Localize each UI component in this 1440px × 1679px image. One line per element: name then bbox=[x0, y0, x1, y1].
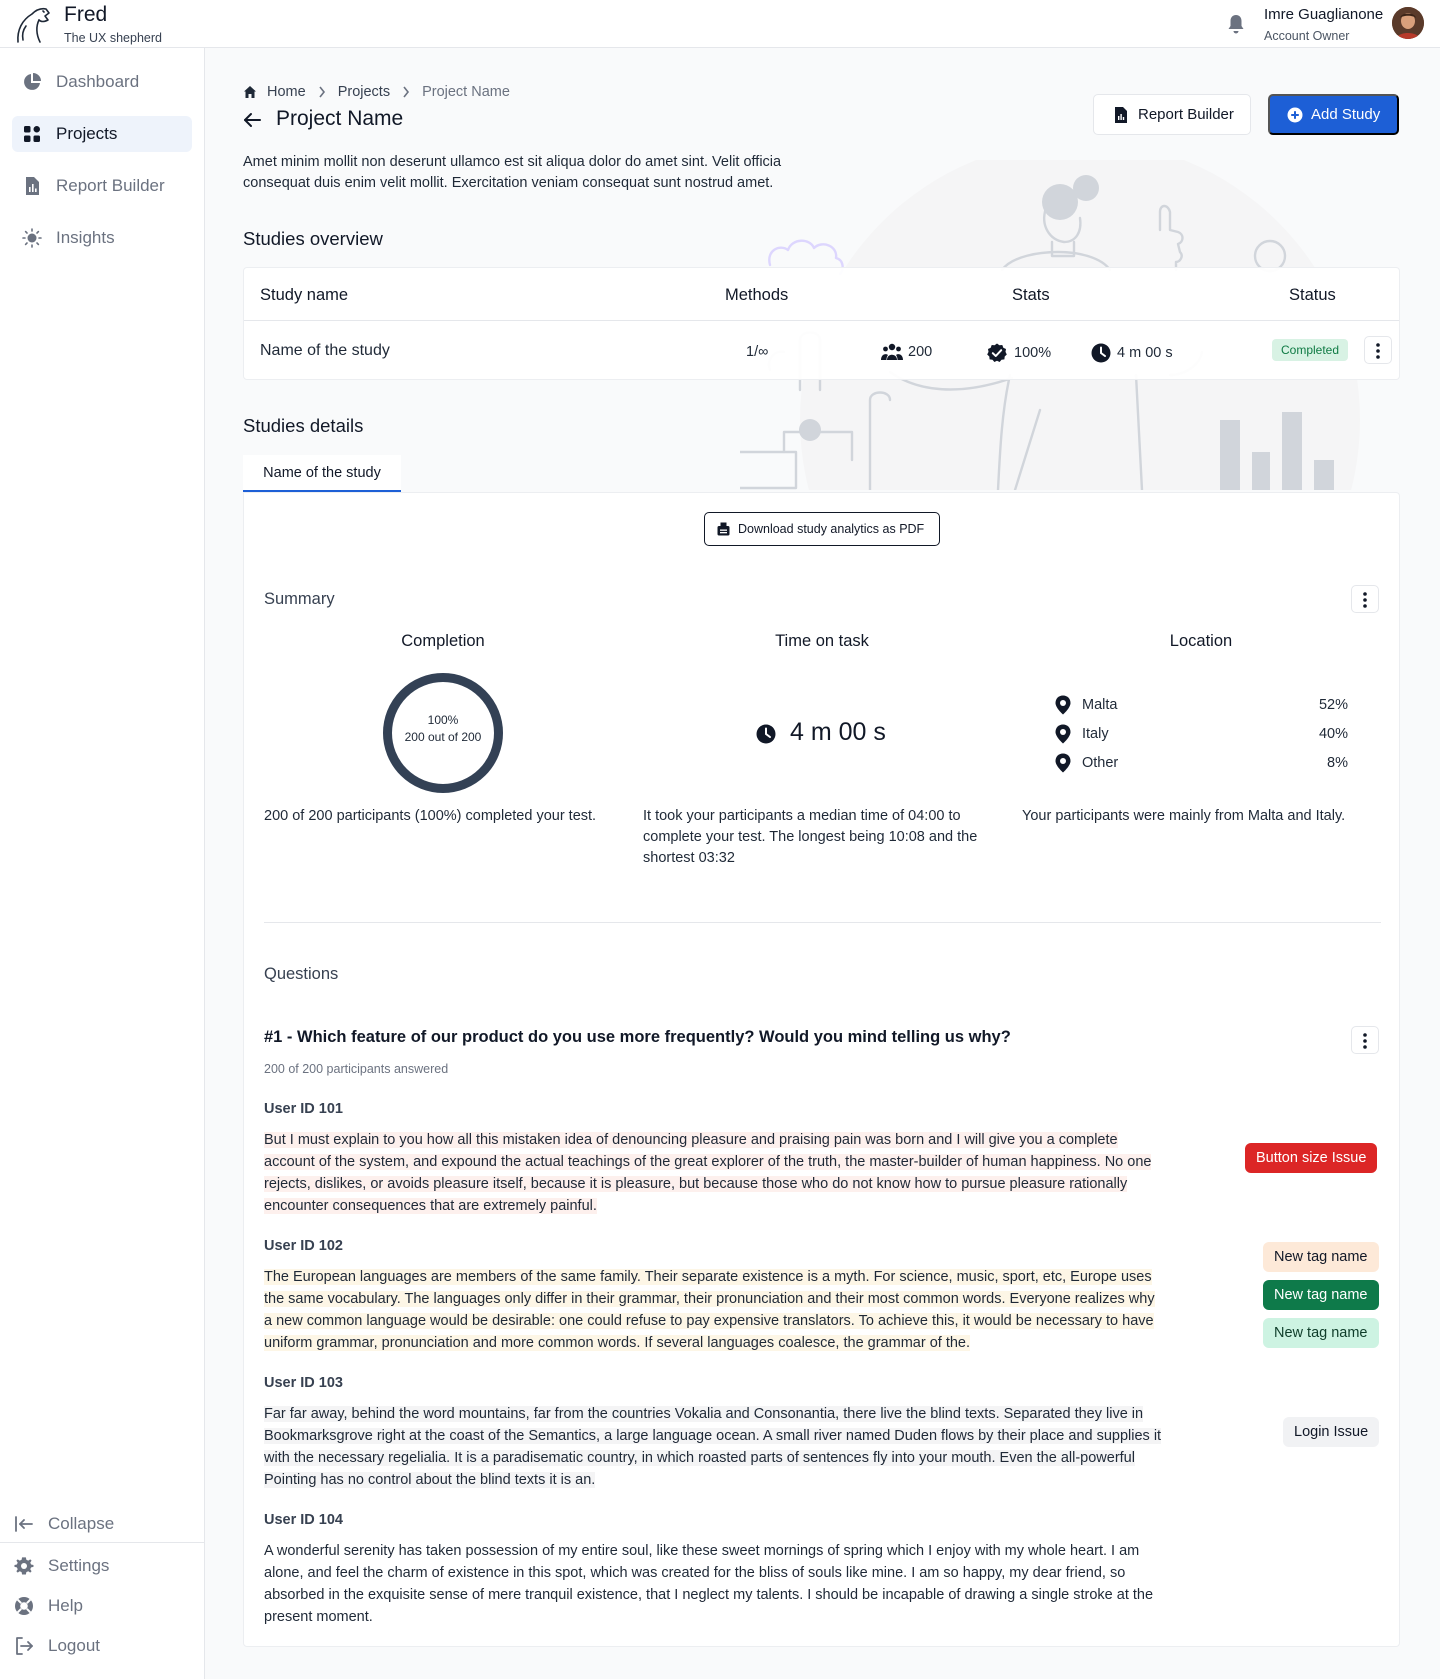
location-name: Malta bbox=[1082, 697, 1118, 713]
answer-user-id: User ID 103 bbox=[264, 1375, 343, 1391]
column-header-status: Status bbox=[1289, 286, 1336, 304]
completion-percent-label: 100% bbox=[427, 713, 459, 727]
location-name: Other bbox=[1082, 755, 1119, 771]
answer-tag[interactable]: New tag name bbox=[1263, 1242, 1379, 1272]
app-tagline: The UX shepherd bbox=[64, 31, 162, 45]
download-icon bbox=[717, 522, 730, 536]
sidebar-item-projects[interactable] bbox=[12, 116, 192, 152]
answer-user-id: User ID 101 bbox=[264, 1101, 343, 1117]
column-header-study-name: Study name bbox=[260, 286, 349, 304]
sidebar-item-logout[interactable] bbox=[12, 1631, 192, 1661]
more-vertical-icon bbox=[1376, 343, 1380, 359]
clock-icon bbox=[756, 724, 776, 744]
logout-icon bbox=[14, 1636, 34, 1656]
completion-stat bbox=[987, 343, 1051, 363]
avatar-photo-icon bbox=[1392, 7, 1424, 39]
location-row bbox=[1054, 752, 1348, 774]
avatar[interactable] bbox=[1392, 7, 1424, 39]
breadcrumb-projects[interactable]: Projects bbox=[337, 84, 391, 100]
answer-tag[interactable]: New tag name bbox=[1263, 1280, 1379, 1310]
sidebar-item-label: Insights bbox=[56, 228, 115, 247]
answer-tag[interactable]: Button size Issue bbox=[1245, 1143, 1377, 1173]
sidebar-item-label: Dashboard bbox=[56, 72, 140, 91]
help-lifebuoy-icon bbox=[14, 1596, 34, 1616]
row-more-button[interactable] bbox=[1364, 336, 1392, 364]
more-vertical-icon bbox=[1363, 592, 1367, 608]
user-role: Account Owner bbox=[1264, 29, 1350, 43]
download-pdf-button[interactable] bbox=[704, 512, 940, 546]
time-on-task-heading: Time on task bbox=[775, 632, 869, 650]
studies-overview-table bbox=[243, 267, 1400, 380]
answer-tag[interactable]: Login Issue bbox=[1283, 1417, 1379, 1447]
answer-text[interactable] bbox=[264, 1129, 1164, 1217]
collapse-label: Collapse bbox=[48, 1514, 115, 1533]
gear-icon bbox=[14, 1556, 34, 1576]
location-summary-text: Your participants were mainly from Malta and Italy. bbox=[1022, 808, 1346, 824]
location-name: Italy bbox=[1082, 726, 1109, 742]
sidebar-item-help[interactable] bbox=[12, 1591, 192, 1621]
answer-tag[interactable]: New tag name bbox=[1263, 1318, 1379, 1348]
time-on-task-value: 4 m 00 s bbox=[790, 718, 886, 746]
column-header-methods: Methods bbox=[725, 286, 789, 304]
report-builder-button[interactable] bbox=[1093, 94, 1251, 135]
participants-value: 200 bbox=[908, 344, 933, 360]
question-answered-count: 200 of 200 participants answered bbox=[264, 1062, 449, 1076]
location-percent: 8% bbox=[1327, 755, 1348, 771]
answer-text[interactable] bbox=[264, 1266, 1164, 1354]
home-icon[interactable] bbox=[243, 85, 257, 99]
report-icon bbox=[22, 176, 42, 196]
location-row bbox=[1054, 694, 1348, 716]
location-percent: 40% bbox=[1318, 726, 1348, 742]
question-more-button[interactable] bbox=[1351, 1026, 1379, 1054]
time-stat bbox=[1091, 343, 1173, 363]
add-study-label: Add Study bbox=[1311, 106, 1381, 123]
status-badge: Completed bbox=[1272, 339, 1348, 361]
sidebar-item-report-builder[interactable] bbox=[12, 168, 192, 204]
table-divider bbox=[244, 320, 1399, 321]
answer-highlight[interactable]: But I must explain to you how all this mistaken idea of denouncing pleasure and praising pain was born and I will give you a complete account of the system, and expound the actual teachings of the great explorer of the truth, the master-builder of human happiness. No one rejects, dislikes, or avoids pleasure itself, because it is pleasure, but because those who do not know how to pursue pleasure rationally encounter consequences that are extremely painful. bbox=[264, 1132, 1152, 1214]
lightbulb-icon bbox=[22, 228, 42, 248]
sidebar-item-label: Report Builder bbox=[56, 176, 165, 195]
sidebar-divider bbox=[0, 1542, 205, 1543]
answer-user-id: User ID 102 bbox=[264, 1238, 343, 1254]
question-title: #1 - Which feature of our product do you use more frequently? Would you mind telling us why? bbox=[264, 1028, 1011, 1046]
back-arrow-icon[interactable] bbox=[242, 110, 262, 130]
plus-circle-icon bbox=[1287, 107, 1303, 123]
time-value: 4 m 00 s bbox=[1117, 345, 1173, 361]
page-title: Project Name bbox=[276, 107, 404, 130]
section-divider bbox=[264, 922, 1381, 923]
report-builder-label: Report Builder bbox=[1138, 106, 1234, 123]
completion-summary-text: 200 of 200 participants (100%) completed your test. bbox=[264, 808, 597, 824]
studies-overview-heading: Studies overview bbox=[243, 228, 383, 249]
location-row bbox=[1054, 723, 1348, 745]
participants-stat bbox=[881, 343, 932, 361]
location-heading: Location bbox=[1169, 632, 1233, 650]
sidebar-item-insights[interactable] bbox=[12, 220, 192, 256]
pie-chart-icon bbox=[22, 72, 42, 92]
summary-heading: Summary bbox=[264, 590, 335, 608]
report-icon bbox=[1114, 107, 1128, 123]
answer-text: A wonderful serenity has taken possession of my entire soul, like these sweet mornings of spring which I enjoy with my whole heart. I am alone, and feel the charm of existence in this spot, which was created for the bliss of souls like mine. I am so happy, my dear friend, so absorbed in the exquisite sense of mere tranquil existence, that I neglect my talents. I should be incapable of drawing a single stroke at the present moment. bbox=[264, 1543, 1154, 1625]
logout-label: Logout bbox=[48, 1636, 100, 1655]
add-study-button[interactable] bbox=[1268, 94, 1399, 135]
study-name-cell[interactable]: Name of the study bbox=[260, 342, 390, 359]
map-pin-icon bbox=[1054, 753, 1072, 773]
sidebar-item-settings[interactable] bbox=[12, 1551, 192, 1581]
map-pin-icon bbox=[1054, 695, 1072, 715]
chevron-right-icon bbox=[318, 86, 326, 98]
chevron-right-icon bbox=[402, 86, 410, 98]
shepherd-logo-icon[interactable] bbox=[14, 4, 52, 44]
breadcrumb-home[interactable]: Home bbox=[267, 84, 306, 100]
users-icon bbox=[881, 343, 903, 361]
breadcrumb-current: Project Name bbox=[422, 84, 510, 100]
more-vertical-icon bbox=[1363, 1033, 1367, 1049]
methods-cell: 1/∞ bbox=[746, 344, 769, 360]
settings-label: Settings bbox=[48, 1556, 110, 1575]
collapse-icon bbox=[14, 1514, 34, 1534]
answer-highlight[interactable]: The European languages are members of the same family. Their separate existence is a myth. For science, music, sport, etc, Europe uses the same vocabulary. The languages only differ in their grammar, their pronunciation and their most common words. Everyone realizes why a new common language would be desirable: one could refuse to pay expensive translators. To achieve this, it would be necessary to have uniform grammar, pronunciation and more common words. If several languages coalesce, the grammar of the. bbox=[264, 1269, 1155, 1351]
location-percent: 52% bbox=[1318, 697, 1348, 713]
project-description: Amet minim mollit non deserunt ullamco est sit aliqua dolor do amet sint. Velit officia consequat duis enim velit mollit. Exercitation veniam consequat sunt nostrud amet. bbox=[243, 154, 782, 191]
completion-heading: Completion bbox=[401, 632, 485, 650]
completion-count-label: 200 out of 200 bbox=[404, 730, 482, 744]
column-header-stats: Stats bbox=[1012, 286, 1050, 304]
answer-user-id: User ID 104 bbox=[264, 1512, 343, 1528]
grid-icon bbox=[22, 124, 42, 144]
collapse-button[interactable] bbox=[12, 1509, 192, 1539]
answer-highlight[interactable]: Far far away, behind the word mountains, far from the countries Vokalia and Consonantia, there live the blind texts. Separated they live in Bookmarksgrove right at the coast of the Semantics, a large language ocean. A small river named Duden flows by their place and supplies it with the necessary regelialia. It is a paradisematic country, in which roasted parts of sentences fly into your mouth. Even the all-powerful Pointing has no control about the blind texts it is an. bbox=[264, 1406, 1162, 1488]
answer-text[interactable] bbox=[264, 1403, 1164, 1491]
breadcrumb bbox=[243, 82, 510, 102]
sidebar bbox=[0, 48, 205, 1679]
top-bar bbox=[0, 0, 1440, 48]
bell-icon[interactable] bbox=[1226, 13, 1246, 35]
map-pin-icon bbox=[1054, 724, 1072, 744]
tab-study[interactable]: Name of the study bbox=[243, 455, 401, 492]
sidebar-item-label: Projects bbox=[56, 124, 118, 143]
completion-value: 100% bbox=[1014, 345, 1052, 361]
sidebar-item-dashboard[interactable] bbox=[12, 64, 192, 100]
clock-icon bbox=[1091, 343, 1111, 363]
check-badge-icon bbox=[987, 343, 1007, 363]
download-pdf-label: Download study analytics as PDF bbox=[738, 522, 925, 536]
help-label: Help bbox=[48, 1596, 83, 1615]
studies-details-heading: Studies details bbox=[243, 415, 364, 436]
summary-more-button[interactable] bbox=[1351, 585, 1379, 613]
user-name: Imre Guaglianone bbox=[1264, 6, 1384, 23]
time-on-task-summary-text: It took your participants a median time of 04:00 to complete your test. The longest being 10:08 and the shortest 03:32 bbox=[643, 808, 978, 866]
questions-heading: Questions bbox=[264, 965, 339, 983]
app-name: Fred bbox=[64, 3, 108, 26]
